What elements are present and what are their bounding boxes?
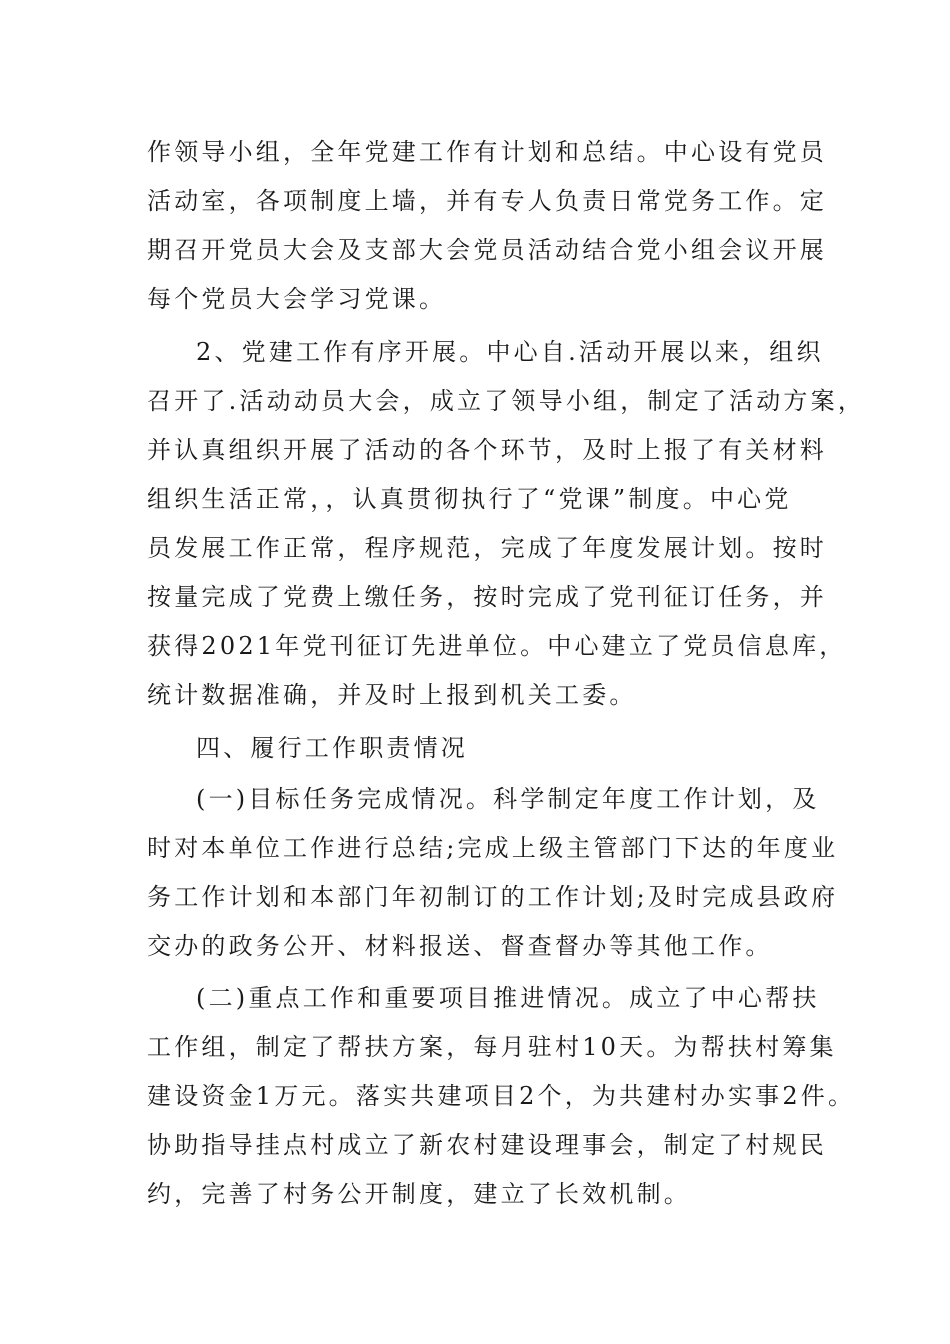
text-line: 时对本单位工作进行总结;完成上级主管部门下达的年度业 <box>147 834 839 862</box>
text-line: 交办的政务公开、材料报送、督查督办等其他工作。 <box>147 932 773 960</box>
text-line: 获得2021年党刊征订先进单位。中心建立了党员信息库， <box>147 632 847 660</box>
text-line: 建设资金1万元。落实共建项目2个，为共建村办实事2件。 <box>147 1082 856 1110</box>
text-line: 工作组，制定了帮扶方案，每月驻村10天。为帮扶村筹集 <box>147 1033 837 1061</box>
text-line: 并认真组织开展了活动的各个环节，及时上报了有关材料 <box>147 436 827 464</box>
text-line: 活动室，各项制度上墙，并有专人负责日常党务工作。定 <box>147 187 827 215</box>
section-heading: 四、履行工作职责情况 <box>196 734 468 762</box>
text-line: 作领导小组，全年党建工作有计划和总结。中心设有党员 <box>147 138 827 166</box>
paragraph-heading-line: (一)目标任务完成情况。科学制定年度工作计划，及 <box>196 785 820 813</box>
text-line: 员发展工作正常，程序规范，完成了年度发展计划。按时 <box>147 534 827 562</box>
text-line: 期召开党员大会及支部大会党员活动结合党小组会议开展 <box>147 236 827 264</box>
text-line: 组织生活正常，，认真贯彻执行了“党课”制度。中心党 <box>147 485 792 513</box>
text-line: 按量完成了党费上缴任务，按时完成了党刊征订任务，并 <box>147 583 827 611</box>
text-line: 召开了.活动动员大会，成立了领导小组，制定了活动方案， <box>147 387 866 415</box>
text-line: 约，完善了村务公开制度，建立了长效机制。 <box>147 1180 691 1208</box>
paragraph-heading-line: 2、党建工作有序开展。中心自.活动开展以来，组织 <box>196 338 824 366</box>
paragraph-heading-line: (二)重点工作和重要项目推进情况。成立了中心帮扶 <box>196 984 820 1012</box>
text-line: 每个党员大会学习党课。 <box>147 285 447 313</box>
text-line: 协助指导挂点村成立了新农村建设理事会，制定了村规民 <box>147 1131 827 1159</box>
text-line: 统计数据准确，并及时上报到机关工委。 <box>147 681 637 709</box>
text-line: 务工作计划和本部门年初制订的工作计划;及时完成县政府 <box>147 883 839 911</box>
